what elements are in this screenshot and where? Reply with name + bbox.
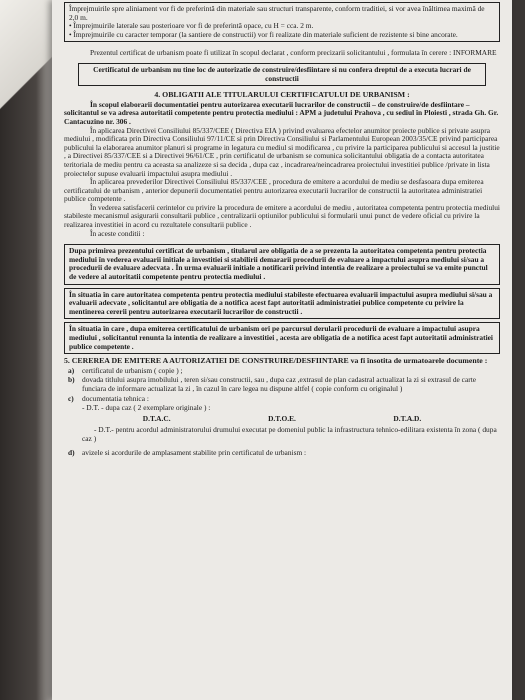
dt-road-line: - D.T.- pentru acordul administratorului drumului executat pe domeniul public la infrastructura tehnico-edilitara existenta în zona ( dupa caz ) [82, 425, 497, 443]
condition-box-2: În situatia în care autoritatea competenta pentru protectia mediului stabileste efectuarea evaluarii impactului asupra mediului si/sau a evaluarii adecvate , solicitantul are obligatia de a notifica acest fapt autoritatii administratiei publice competente cu privire la mentinerea cererii pentru autorizarea executarii lucrarilor de constructii . [64, 288, 500, 320]
list-item-a [64, 367, 500, 376]
notice-box: Certificatul de urbanism nu tine loc de autorizatie de construire/desfiintare si nu confera dreptul de a executa lucrari de constructii [78, 63, 486, 86]
list-marker-b: b) [68, 375, 75, 385]
section-4-p2: În aplicarea Directivei Consiliului 85/337/CEE ( Directiva EIA ) privind evaluarea efectelor anumitor proiecte publice si private asupra mediului , modificata prin Directiva Consiliului 97/11/CE si prin Directiva Consiliului si Parlamentului European 2003/35/CE privind participarea publicului la elaborarea anumitor planuri si programe in legatura cu mediul si modificarea , cu privire la participarea publicului si accesul la justitie , a Directivei 85/337/CEE si a Directivei 96/61/CE , prin certificatul de urbanism se comunica solicitantului obligatia de a contacta autoritatea teritoriala de mediu pentru ca aceasta sa analizeze si sa decida , dupa caz , incadrarea/neincadrarea proiectului investitiei publice /private in lista proiectelor supuse evaluarii impactului asupra mediului . [64, 125, 500, 178]
dt-line: - D.T. - dupa caz ( 2 exemplare originale ) : [82, 403, 211, 413]
dt-item-dtoe: D.T.O.E. [268, 413, 296, 423]
fencing-line-3: • Împrejmuirile cu caracter temporar (la santiere de constructii) vor fi realizate din materiale suficient de rezistente si bine ancorate. [69, 29, 458, 39]
list-text-b: dovada titlului asupra imobilului , teren si/sau constructii, sau , dupa caz ,extrasul de plan cadastral actualizat la zi si extrasul de carte funciara de informare actualizat la zi , în cazul în care legea nu dispune altfel ( copie conform cu originalul ) [82, 375, 477, 393]
list-marker-d: d) [68, 447, 75, 457]
dt-item-dtad: D.T.A.D. [393, 413, 422, 423]
section-5-title: 5. CEREREA DE EMITERE A AUTORIZATIEI DE CONSTRUIRE/DESFIINTARE va fi însotita de urmatoarele documente : [64, 356, 488, 366]
list-item-c [64, 395, 500, 404]
condition-box-3: În situatia în care , dupa emiterea certificatului de urbanism ori pe parcursul derularii procedurii de evaluare a impactului asupra mediului , solicitantul renunta la intentia de realizare a investitiei , acesta are obligatia de a notifica acest fapt autoritatii administratiei publice competente . [64, 322, 500, 354]
fencing-box [64, 2, 500, 42]
fencing-line-1: Împrejmuirile spre aliniament vor fi de preferintă din materiale sau structuri transparente, conform traditiei, si vor avea înăltimea maximă de 2,0 m. [69, 4, 485, 22]
intro-paragraph: Prezentul certificat de urbanism poate fi utilizat în scopul declarat , conform precizarii solicitantului , formulata în cerere : INFORMARE [90, 48, 497, 58]
list-marker-c: c) [68, 393, 74, 403]
section-4-p1: În scopul elaborarii documentatiei pentru autorizarea executarii lucrarilor de constructii – de construire/de desfiintare – solicitantul se va adresa autoritatii competente pentru protectia mediului : APM a judetului Prahova , cu sediul în Ploiesti , strada Gh. Gr. Cantacuzino nr. 306 . [64, 99, 499, 126]
list-item-b [64, 376, 500, 393]
fencing-line-2: • Împrejmuirile laterale sau posterioare vor fi de preferintă opace, cu H = cca. 2 m. [69, 21, 314, 31]
section-4-p5: În aceste conditii : [90, 228, 145, 238]
dt-item-dtac: D.T.A.C. [142, 413, 171, 423]
condition-box-1: Dupa primirea prezentului certificat de urbanism , titularul are obligatia de a se prezenta la autoritatea competenta pentru protectia mediului în vederea evaluarii initiale a investitiei si stabilirii demararii procedurii de evaluare a impactului asupra mediului si/sau a procedurii de evaluare adecvata . În urma evaluarii initiale a notificarii privind intentia de realizare a proiectului se va emite punctul de vedere al autoritatii competente pentru protectia mediului . [64, 244, 500, 284]
section-4-title: 4. OBLIGATII ALE TITULARULUI CERTIFICATULUI DE URBANISM : [154, 90, 410, 100]
paper-corner [0, 0, 60, 120]
document-content [64, 2, 500, 458]
background-page [0, 0, 60, 700]
list-text-d: avizele si acordurile de amplasament stabilite prin certificatul de urbanism : [82, 447, 307, 457]
dt-items [64, 415, 500, 424]
document-page [52, 0, 512, 700]
section-4-p4: În vederea satisfacerii cerintelor cu privire la procedura de emitere a acordului de mediu , autoritatea competenta pentru protectia mediului stabileste mecanismul asigurarii consultarii publice , centralizarii optiunilor publicului si formularii unui punct de vedere oficial cu privire la realizarea investitiei in acord cu rezultatele consultarii publice . [64, 202, 500, 230]
list-marker-a: a) [68, 365, 75, 375]
list-text-c: documentatia tehnica : [82, 393, 149, 403]
list-item-d [64, 449, 500, 458]
section-4-p3: În aplicarea prevederilor Directivei Consiliului 85/337/CEE , procedura de emitere a acordului de mediu se desfasoara dupa emiterea certificatului de urbanism , anterior depunerii documentatiei pentru autorizarea executarii lucrarilor de constructii la autoritatea administratiei publice competente . [64, 177, 484, 204]
list-text-a: certificatul de urbanism ( copie ) ; [82, 365, 183, 375]
